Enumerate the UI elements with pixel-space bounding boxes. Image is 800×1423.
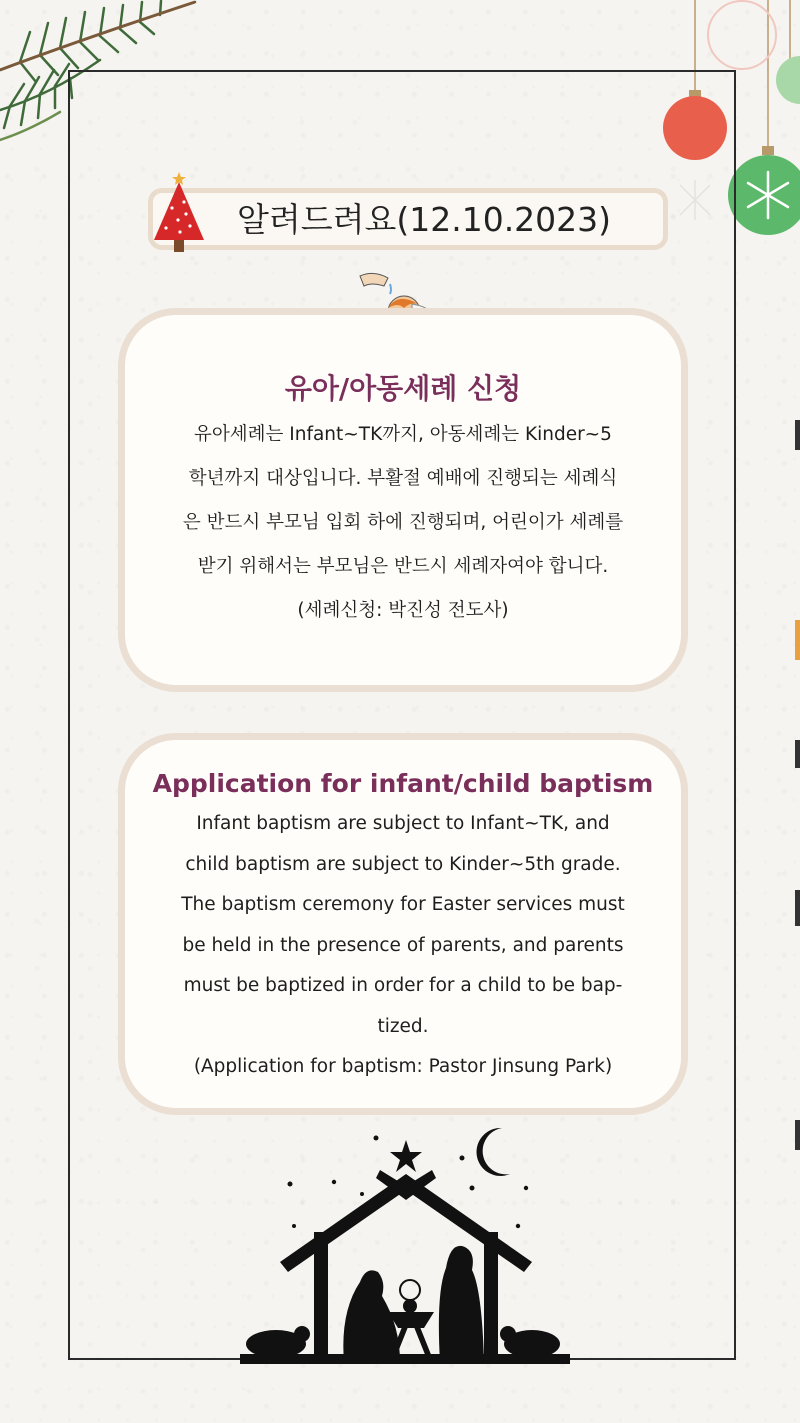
announcement-title: 알려드려요(12.10.2023)	[236, 200, 612, 239]
english-card-title: Application for infant/child baptism	[152, 769, 654, 798]
english-body-line: be held in the presence of parents, and parents	[182, 934, 624, 956]
english-body-line: tized.	[377, 1015, 429, 1037]
english-body-line: must be baptized in order for a child to be bap-	[183, 975, 623, 996]
edge-decoration	[792, 420, 800, 1220]
english-body-line: Infant baptism are subject to Infant~TK, and	[196, 813, 610, 834]
english-card-body	[145, 804, 661, 1088]
english-body-line: The baptism ceremony for Easter services must	[181, 894, 625, 915]
korean-body-line: 은 반드시 부모님 입회 하에 진행되며, 어린이가 세례를	[182, 512, 624, 533]
korean-card-body	[151, 413, 655, 633]
english-contact-line: (Application for baptism: Pastor Jinsung Park)	[193, 1056, 613, 1077]
korean-contact-line: (세례신청: 박진성 전도사)	[297, 600, 509, 621]
nativity-scene-icon	[240, 1122, 570, 1364]
christmas-tree-icon	[150, 168, 208, 254]
korean-body-line: 유아세례는 Infant~TK까지, 아동세례는 Kinder~5	[194, 424, 612, 445]
korean-notice-card	[118, 308, 688, 692]
english-notice-card	[118, 733, 688, 1115]
korean-body-line: 받기 위해서는 부모님은 반드시 세례자여야 합니다.	[197, 556, 609, 577]
korean-body-line: 학년까지 대상입니다. 부활절 예배에 진행되는 세례식	[188, 468, 618, 489]
english-body-line: child baptism are subject to Kinder~5th grade.	[185, 853, 621, 875]
korean-card-title: 유아/아동세례 신청	[284, 372, 522, 405]
